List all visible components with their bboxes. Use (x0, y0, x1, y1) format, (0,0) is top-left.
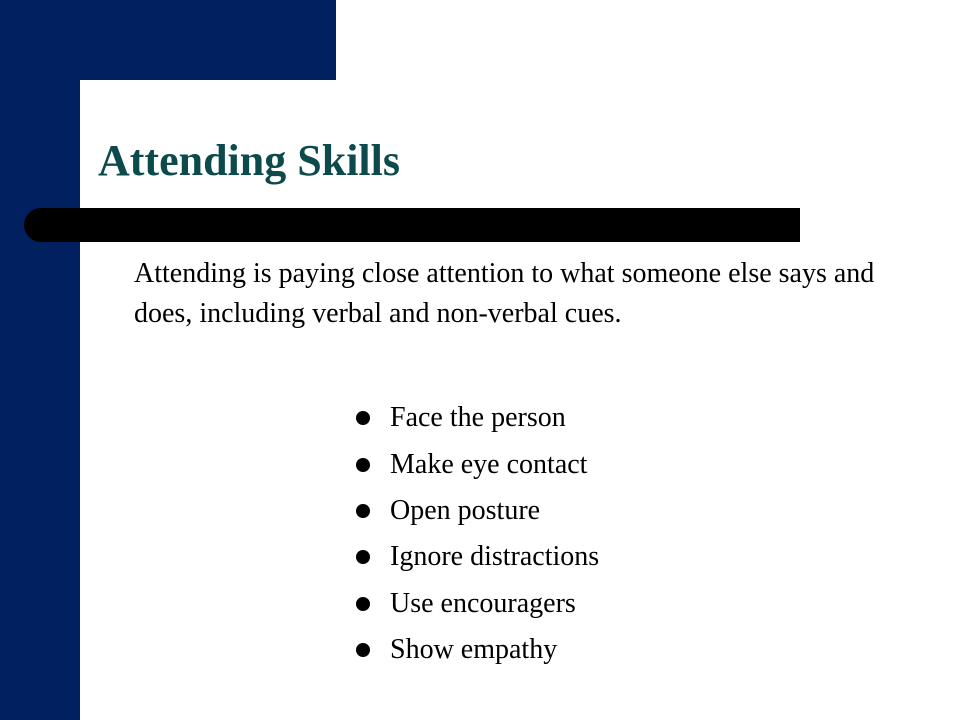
bullet-item (356, 441, 599, 487)
bullet-item (356, 627, 599, 673)
bullet-text: Use encouragers (390, 587, 576, 619)
bullet-item (356, 581, 599, 627)
navy-side-bar (0, 0, 80, 720)
bullet-item (356, 395, 599, 441)
bullet-text: Open posture (390, 494, 541, 526)
bullet-dot-icon (356, 411, 370, 425)
intro-paragraph: Attending is paying close attention to what someone else says and does, including verbal and non-verbal cues. (134, 258, 875, 329)
bullet-list (356, 395, 599, 673)
bullet-dot-icon (356, 550, 370, 564)
title-underline-bar (24, 208, 800, 242)
bullet-dot-icon (356, 458, 370, 472)
bullet-text: Face the person (390, 402, 566, 434)
bullet-dot-icon (356, 504, 370, 518)
bullet-text: Show empathy (390, 634, 558, 666)
bullet-item (356, 488, 599, 534)
bullet-text: Ignore distractions (390, 541, 600, 573)
bullet-dot-icon (356, 643, 370, 657)
navy-top-block (0, 0, 336, 80)
bullet-item (356, 534, 599, 580)
slide-title: Attending Skills (98, 136, 400, 185)
bullet-text: Make eye contact (390, 448, 588, 480)
bullet-dot-icon (356, 597, 370, 611)
